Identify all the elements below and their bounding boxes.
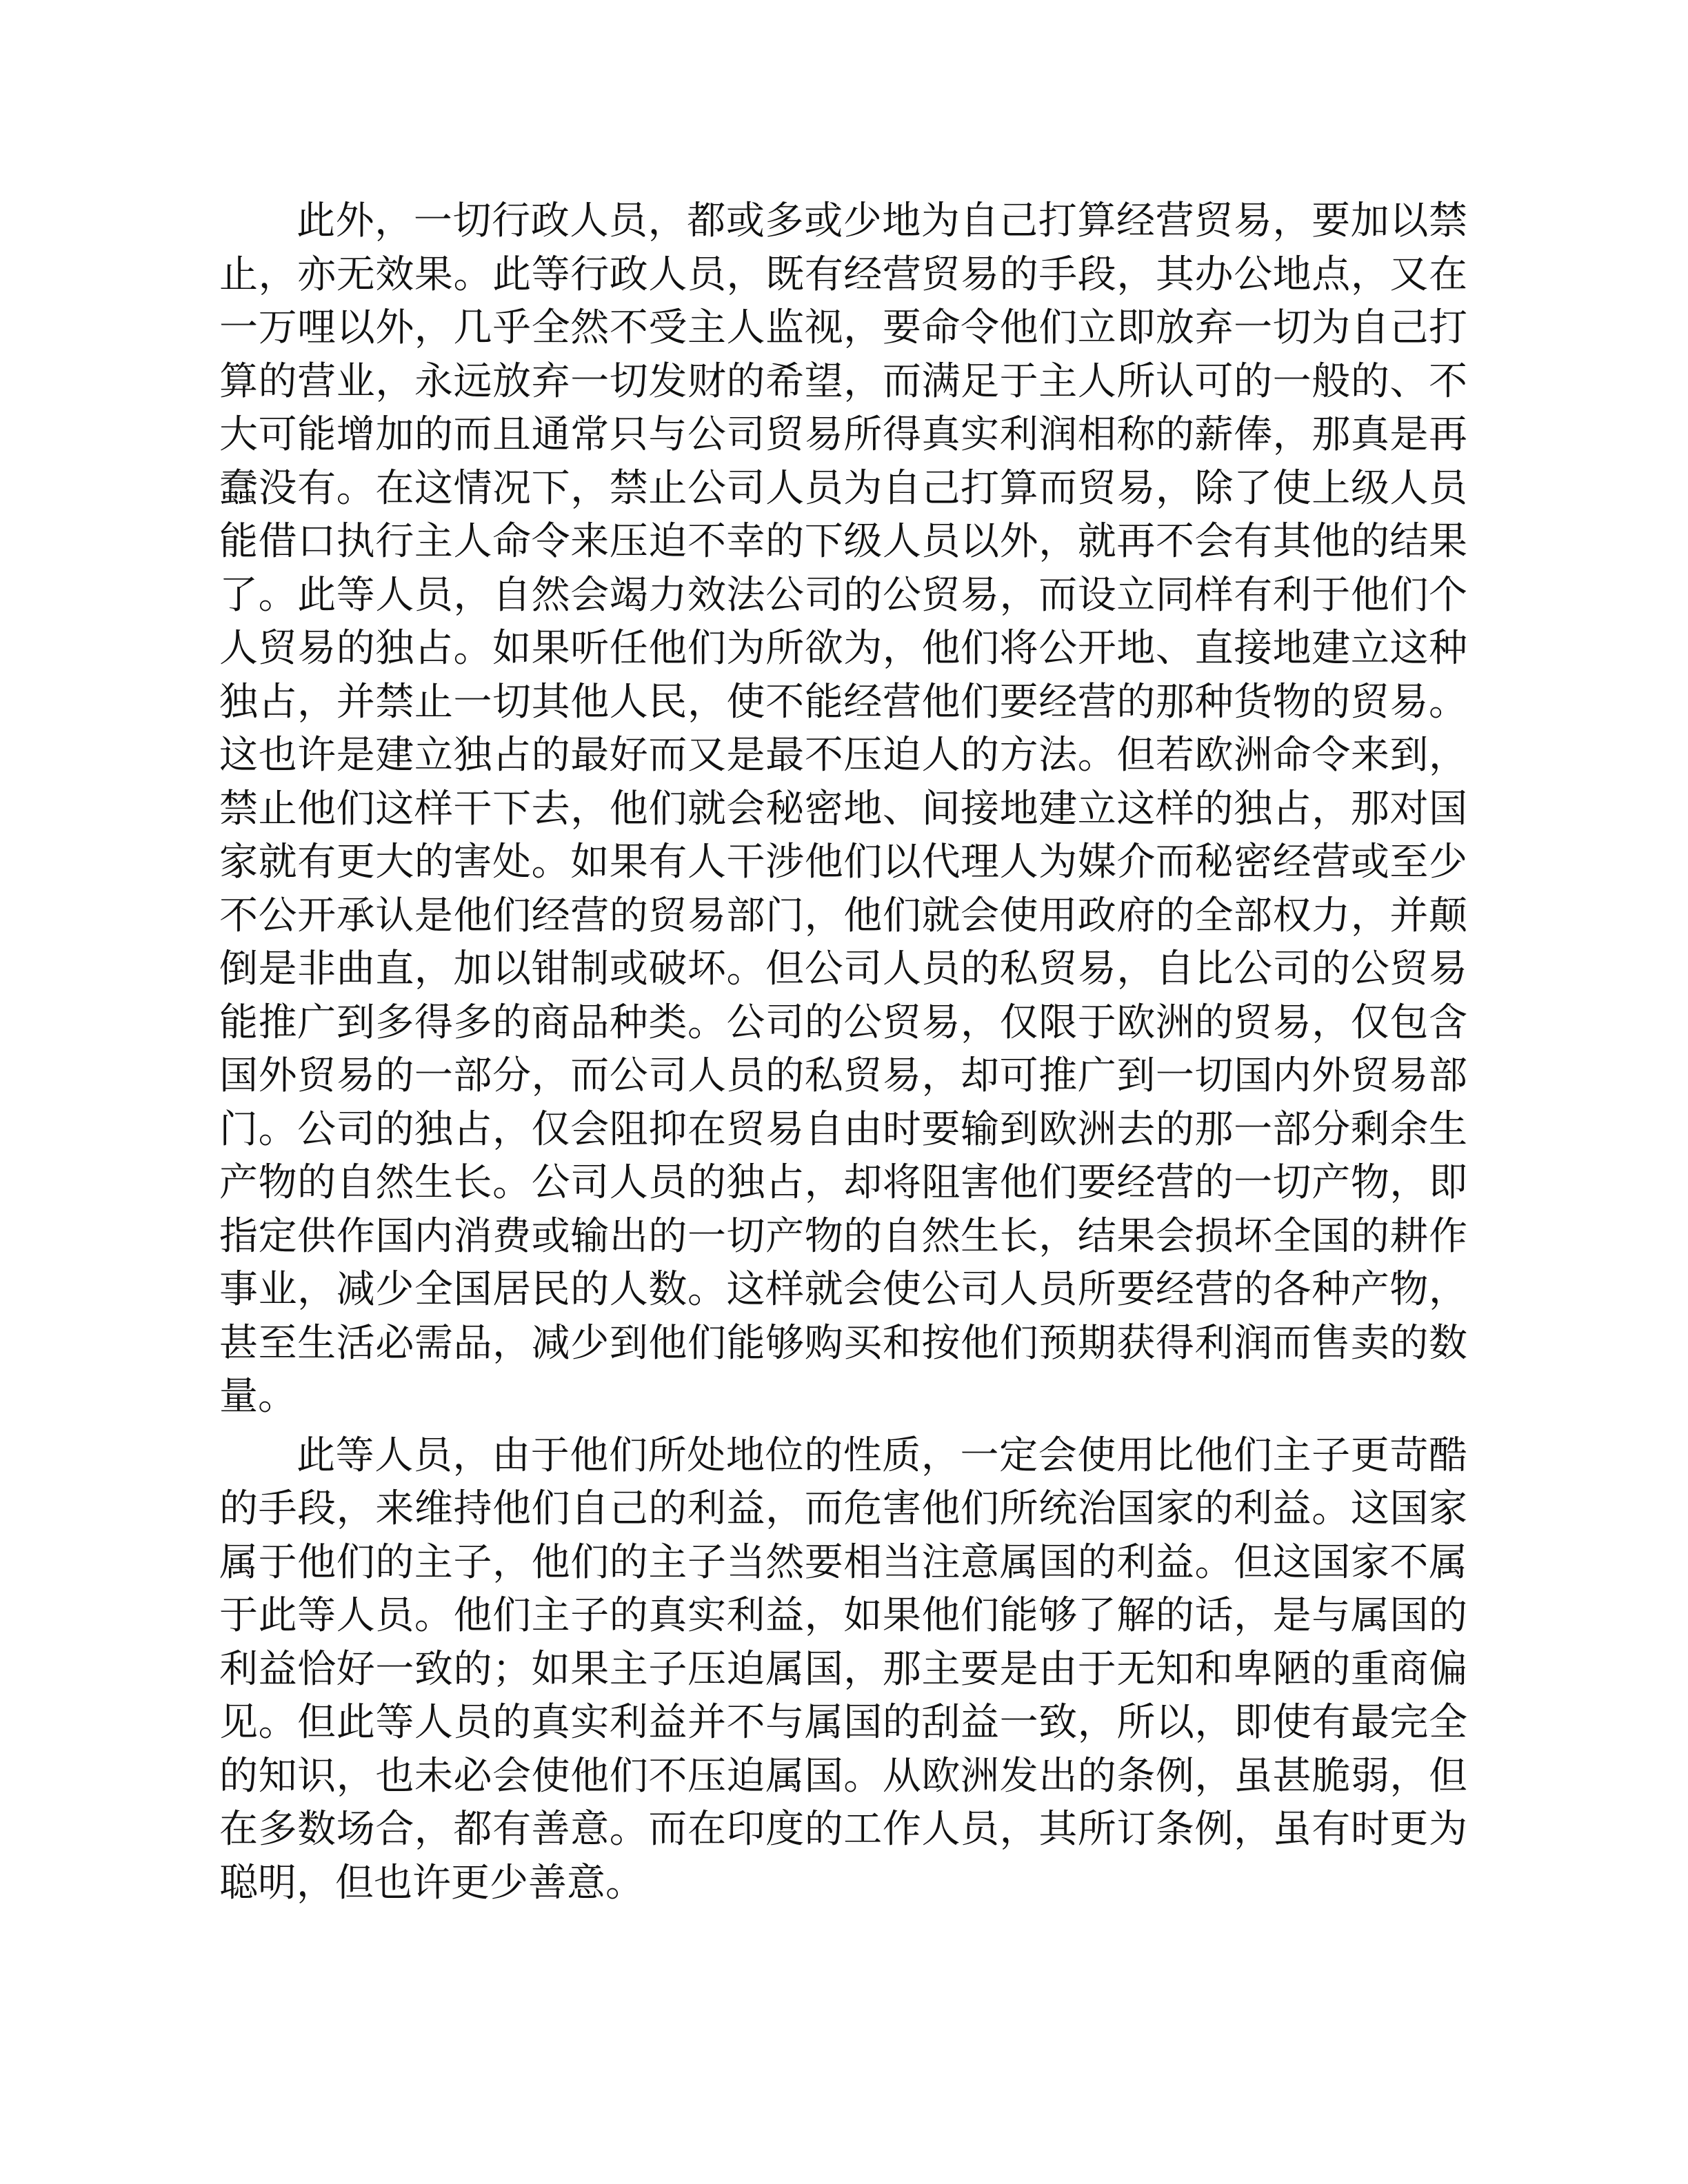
paragraph-2: 此等人员，由于他们所处地位的性质，一定会使用比他们主子更苛酷的手段，来维持他们自己的利益，而危害他们所统治国家的利益。这国家属于他们的主子，他们的主子当然要相当注意属国的利益。但这国家不属于此等人员。他们主子的真实利益，如果他们能够了解的话，是与属国的利益恰好一致的；如果主子压迫属国，那主要是由于无知和卑陋的重商偏见。但此等人员的真实利益并不与属国的刮益一致，所以，即使有最完全的知识，也未必会使他们不压迫属国。从欧洲发出的条例，虽甚脆弱，但在多数场合，都有善意。而在印度的工作人员，其所订条例，虽有时更为聪明，但也许更少善意。 [219, 1433, 1467, 1905]
document-body [219, 194, 1467, 1915]
paragraph-1: 此外，一切行政人员，都或多或少地为自己打算经营贸易，要加以禁止，亦无效果。此等行政人员，既有经营贸易的手段，其办公地点，又在一万哩以外，几乎全然不受主人监视，要命令他们立即放弃一切为自己打算的营业，永远放弃一切发财的希望，而满足于主人所认可的一般的、不大可能增加的而且通常只与公司贸易所得真实利润相称的薪俸，那真是再蠢没有。在这情况下，禁止公司人员为自己打算而贸易，除了使上级人员能借口执行主人命令来压迫不幸的下级人员以外，就再不会有其他的结果了。此等人员，自然会竭力效法公司的公贸易，而设立同样有利于他们个人贸易的独占。如果听任他们为所欲为，他们将公开地、直接地建立这种独占，并禁止一切其他人民，使不能经营他们要经营的那种货物的贸易。这也许是建立独占的最好而又是最不压迫人的方法。但若欧洲命令来到，禁止他们这样干下去，他们就会秘密地、间接地建立这样的独占，那对国家就有更大的害处。如果有人干涉他们以代理人为媒介而秘密经营或至少不公开承认是他们经营的贸易部门，他们就会使用政府的全部权力，并颠倒是非曲直，加以钳制或破坏。但公司人员的私贸易，自比公司的公贸易能推广到多得多的商品种类。公司的公贸易，仅限于欧洲的贸易，仅包含国外贸易的一部分，而公司人员的私贸易，却可推广到一切国内外贸易部门。公司的独占，仅会阻抑在贸易自由时要输到欧洲去的那一部分剩余生产物的自然生长。公司人员的独占，却将阻害他们要经营的一切产物，即指定供作国内消费或输出的一切产物的自然生长，结果会损坏全国的耕作事业，减少全国居民的人数。这样就会使公司人员所要经营的各种产物，甚至生活必需品，减少到他们能够购买和按他们预期获得利润而售卖的数量。 [219, 199, 1467, 1419]
